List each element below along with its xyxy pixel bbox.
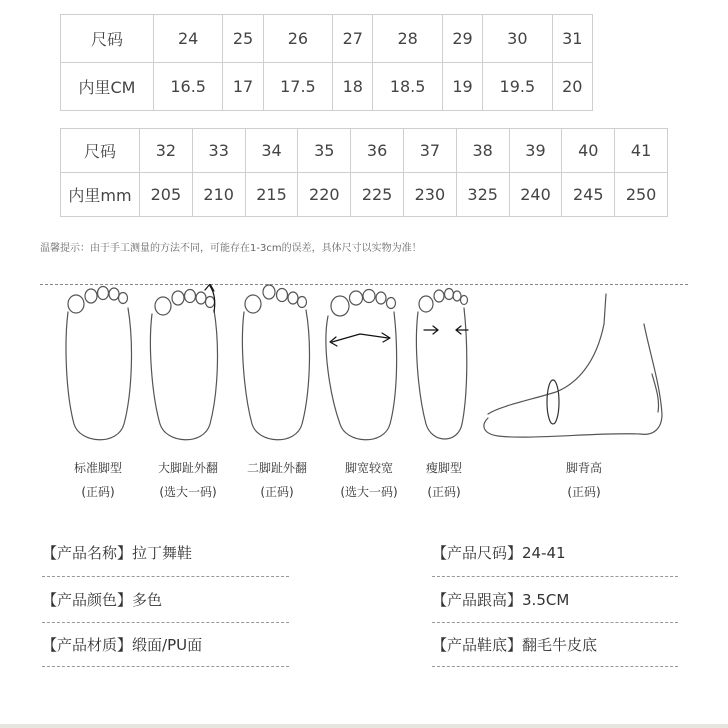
table-cell: 25 — [223, 15, 263, 63]
foot-label: 瘦脚型 — [425, 461, 463, 475]
table-cell: 220 — [298, 173, 351, 217]
foot-label: 大脚趾外翻 — [157, 461, 219, 475]
table-row — [61, 63, 593, 111]
product-color — [42, 589, 162, 610]
table-cell: 37 — [403, 129, 456, 173]
product-heel-value: 3.5CM — [522, 591, 570, 609]
table-row — [61, 173, 668, 217]
size-table-2 — [60, 128, 668, 217]
wide-foot-icon — [326, 290, 397, 440]
divider — [432, 666, 678, 667]
foot-sublabel: (正码) — [427, 485, 461, 499]
product-color-value: 多色 — [132, 591, 163, 609]
table-cell: 18 — [333, 63, 373, 111]
foot-sublabel: (选大一码) — [340, 485, 398, 499]
foot-type-illustrations — [0, 284, 728, 454]
table-cell: 245 — [562, 173, 615, 217]
divider — [42, 576, 289, 577]
size-table-1 — [60, 14, 593, 111]
product-name-key: 【产品名称】 — [42, 544, 133, 562]
table-cell: 36 — [351, 129, 404, 173]
product-size-key: 【产品尺码】 — [432, 544, 523, 562]
divider — [432, 576, 678, 577]
product-sole — [432, 634, 597, 655]
table-cell: 210 — [192, 173, 245, 217]
table-cell: 41 — [615, 129, 668, 173]
table-cell: 19 — [442, 63, 482, 111]
table-cell: 19.5 — [483, 63, 552, 111]
table-cell: 20 — [552, 63, 592, 111]
table-cell: 29 — [442, 15, 482, 63]
foot-label: 脚宽较宽 — [344, 461, 394, 475]
table-cell: 31 — [552, 15, 592, 63]
table-cell: 尺码 — [61, 15, 154, 63]
second-toe-foot-icon — [242, 285, 309, 440]
standard-foot-icon — [66, 287, 131, 440]
table-cell: 17.5 — [263, 63, 332, 111]
bunion-foot-icon — [150, 284, 217, 440]
product-material — [42, 634, 202, 655]
table-cell: 18.5 — [373, 63, 442, 111]
product-heel — [432, 589, 569, 610]
table-cell: 30 — [483, 15, 552, 63]
table-cell: 325 — [456, 173, 509, 217]
product-sole-value: 翻毛牛皮底 — [522, 636, 598, 654]
table-cell: 24 — [154, 15, 223, 63]
table-cell: 尺码 — [61, 129, 140, 173]
product-size-value: 24-41 — [522, 544, 566, 562]
product-heel-key: 【产品跟高】 — [432, 591, 523, 609]
table-row — [61, 129, 668, 173]
table-cell: 28 — [373, 15, 442, 63]
table-cell: 内里mm — [61, 173, 140, 217]
table-cell: 内里CM — [61, 63, 154, 111]
table-row — [61, 15, 593, 63]
high-instep-foot-icon — [484, 294, 662, 437]
foot-label: 脚背高 — [565, 461, 603, 475]
table-cell: 34 — [245, 129, 298, 173]
product-name-value: 拉丁舞鞋 — [132, 544, 193, 562]
divider — [42, 622, 289, 623]
foot-sublabel: (选大一码) — [159, 485, 217, 499]
table-cell: 26 — [263, 15, 332, 63]
product-material-value: 缎面/PU面 — [132, 636, 203, 654]
table-cell: 32 — [140, 129, 193, 173]
table-cell: 39 — [509, 129, 562, 173]
slim-foot-icon — [416, 289, 468, 440]
table-cell: 16.5 — [154, 63, 223, 111]
table-cell: 27 — [333, 15, 373, 63]
table-cell: 225 — [351, 173, 404, 217]
table-cell: 35 — [298, 129, 351, 173]
product-name — [42, 542, 192, 563]
measurement-tip: 温馨提示：由于手工测量的方法不同，可能存在1-3cm的误差，具体尺寸以实物为准！ — [40, 243, 422, 254]
product-sole-key: 【产品鞋底】 — [432, 636, 523, 654]
foot-sublabel: (正码) — [567, 485, 601, 499]
foot-label: 标准脚型 — [73, 461, 123, 475]
table-cell: 17 — [223, 63, 263, 111]
product-size — [432, 542, 566, 563]
table-cell: 240 — [509, 173, 562, 217]
divider — [42, 666, 289, 667]
product-material-key: 【产品材质】 — [42, 636, 133, 654]
table-cell: 215 — [245, 173, 298, 217]
product-color-key: 【产品颜色】 — [42, 591, 133, 609]
foot-sublabel: (正码) — [260, 485, 294, 499]
table-cell: 205 — [140, 173, 193, 217]
table-cell: 40 — [562, 129, 615, 173]
table-cell: 230 — [403, 173, 456, 217]
foot-label: 二脚趾外翻 — [246, 461, 308, 475]
bottom-border — [0, 724, 728, 728]
table-cell: 33 — [192, 129, 245, 173]
divider — [432, 622, 678, 623]
table-cell: 38 — [456, 129, 509, 173]
table-cell: 250 — [615, 173, 668, 217]
foot-sublabel: (正码) — [81, 485, 115, 499]
